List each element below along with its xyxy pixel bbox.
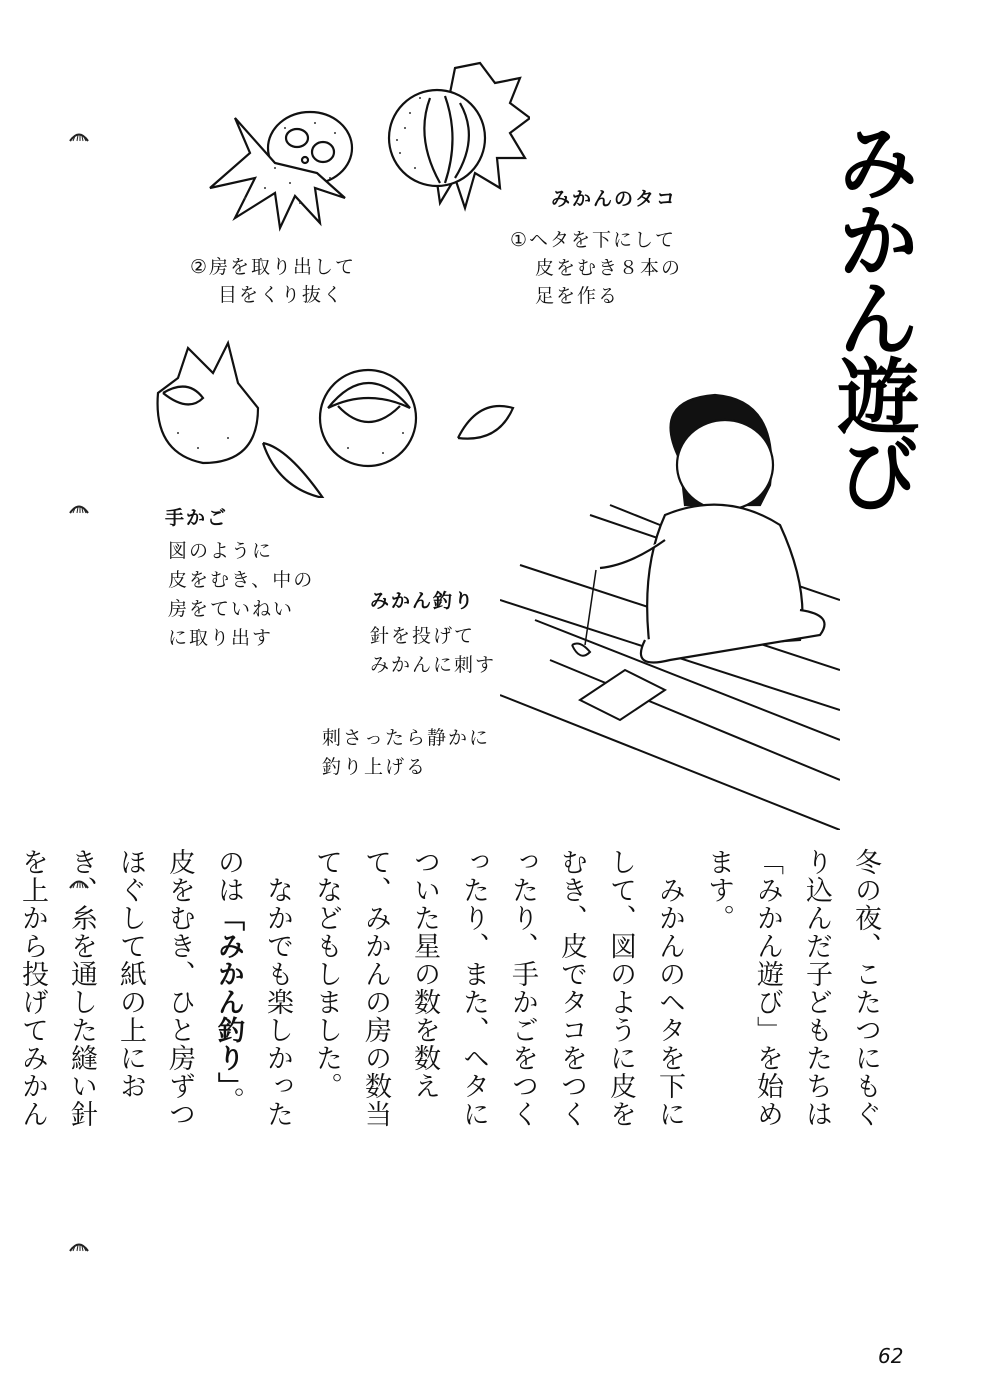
caption-line: ①ヘタを下にして	[510, 229, 677, 251]
body-keyword: 「みかん釣り」	[213, 904, 244, 1087]
tangerine-peeled-illustration	[385, 58, 530, 218]
girl-fishing-illustration	[500, 390, 840, 830]
caption-tako-step2	[218, 281, 344, 310]
caption-line: に取り出す	[168, 627, 274, 649]
punch-hole-mark	[68, 128, 90, 142]
body-paragraph: 。皮をむき、ひと房ずつほぐして紙の上におき、糸を通した縫い針を上から投げてみかん	[17, 848, 244, 1128]
caption-line: 皮をむき８本の	[535, 257, 683, 279]
caption-line: 目をくり抜く	[218, 284, 345, 306]
page-title: みかん遊び	[824, 120, 919, 510]
caption-line: 皮をむき、中の	[168, 569, 315, 591]
caption-tekago-heading: 手かご	[165, 507, 229, 529]
caption-tako-step1	[535, 254, 682, 283]
punch-hole-mark	[68, 500, 90, 514]
body-paragraphs: 冬の夜、こたつにもぐり込んだ子どもたちは「みかん遊び」を始めます。 みかんのヘタを下にして、図のように皮をむき、皮でタコをつくったり、手かごをつくったり、また、ヘタについた星の数を数えて、みかんの房の数当てなどもしました。 なかでも楽しかったのは	[213, 848, 881, 1128]
caption-line: 房をていねい	[168, 598, 295, 620]
octopus-peel-illustration	[205, 108, 355, 233]
caption-line: 刺さったら静かに	[322, 727, 491, 749]
caption-tako-step1	[535, 282, 619, 311]
caption-line: 釣り上げる	[322, 756, 428, 778]
caption-line: ②房を取り出して	[190, 256, 357, 278]
caption-line: みかんに刺す	[370, 654, 497, 676]
page-number: 62	[878, 1344, 904, 1368]
punch-hole-mark	[68, 1238, 90, 1252]
caption-tako-step1	[510, 226, 676, 255]
caption-tsuri-heading: みかん釣り	[370, 590, 476, 612]
body-text	[17, 848, 890, 1138]
caption-line: 図のように	[168, 540, 274, 562]
caption-line: 針を投げて	[370, 625, 476, 647]
caption-tako-step2	[190, 253, 356, 282]
caption-tako-heading: みかんのタコ	[551, 188, 678, 210]
caption-line: 足を作る	[535, 285, 620, 307]
tekago-basket-illustration	[148, 338, 523, 498]
